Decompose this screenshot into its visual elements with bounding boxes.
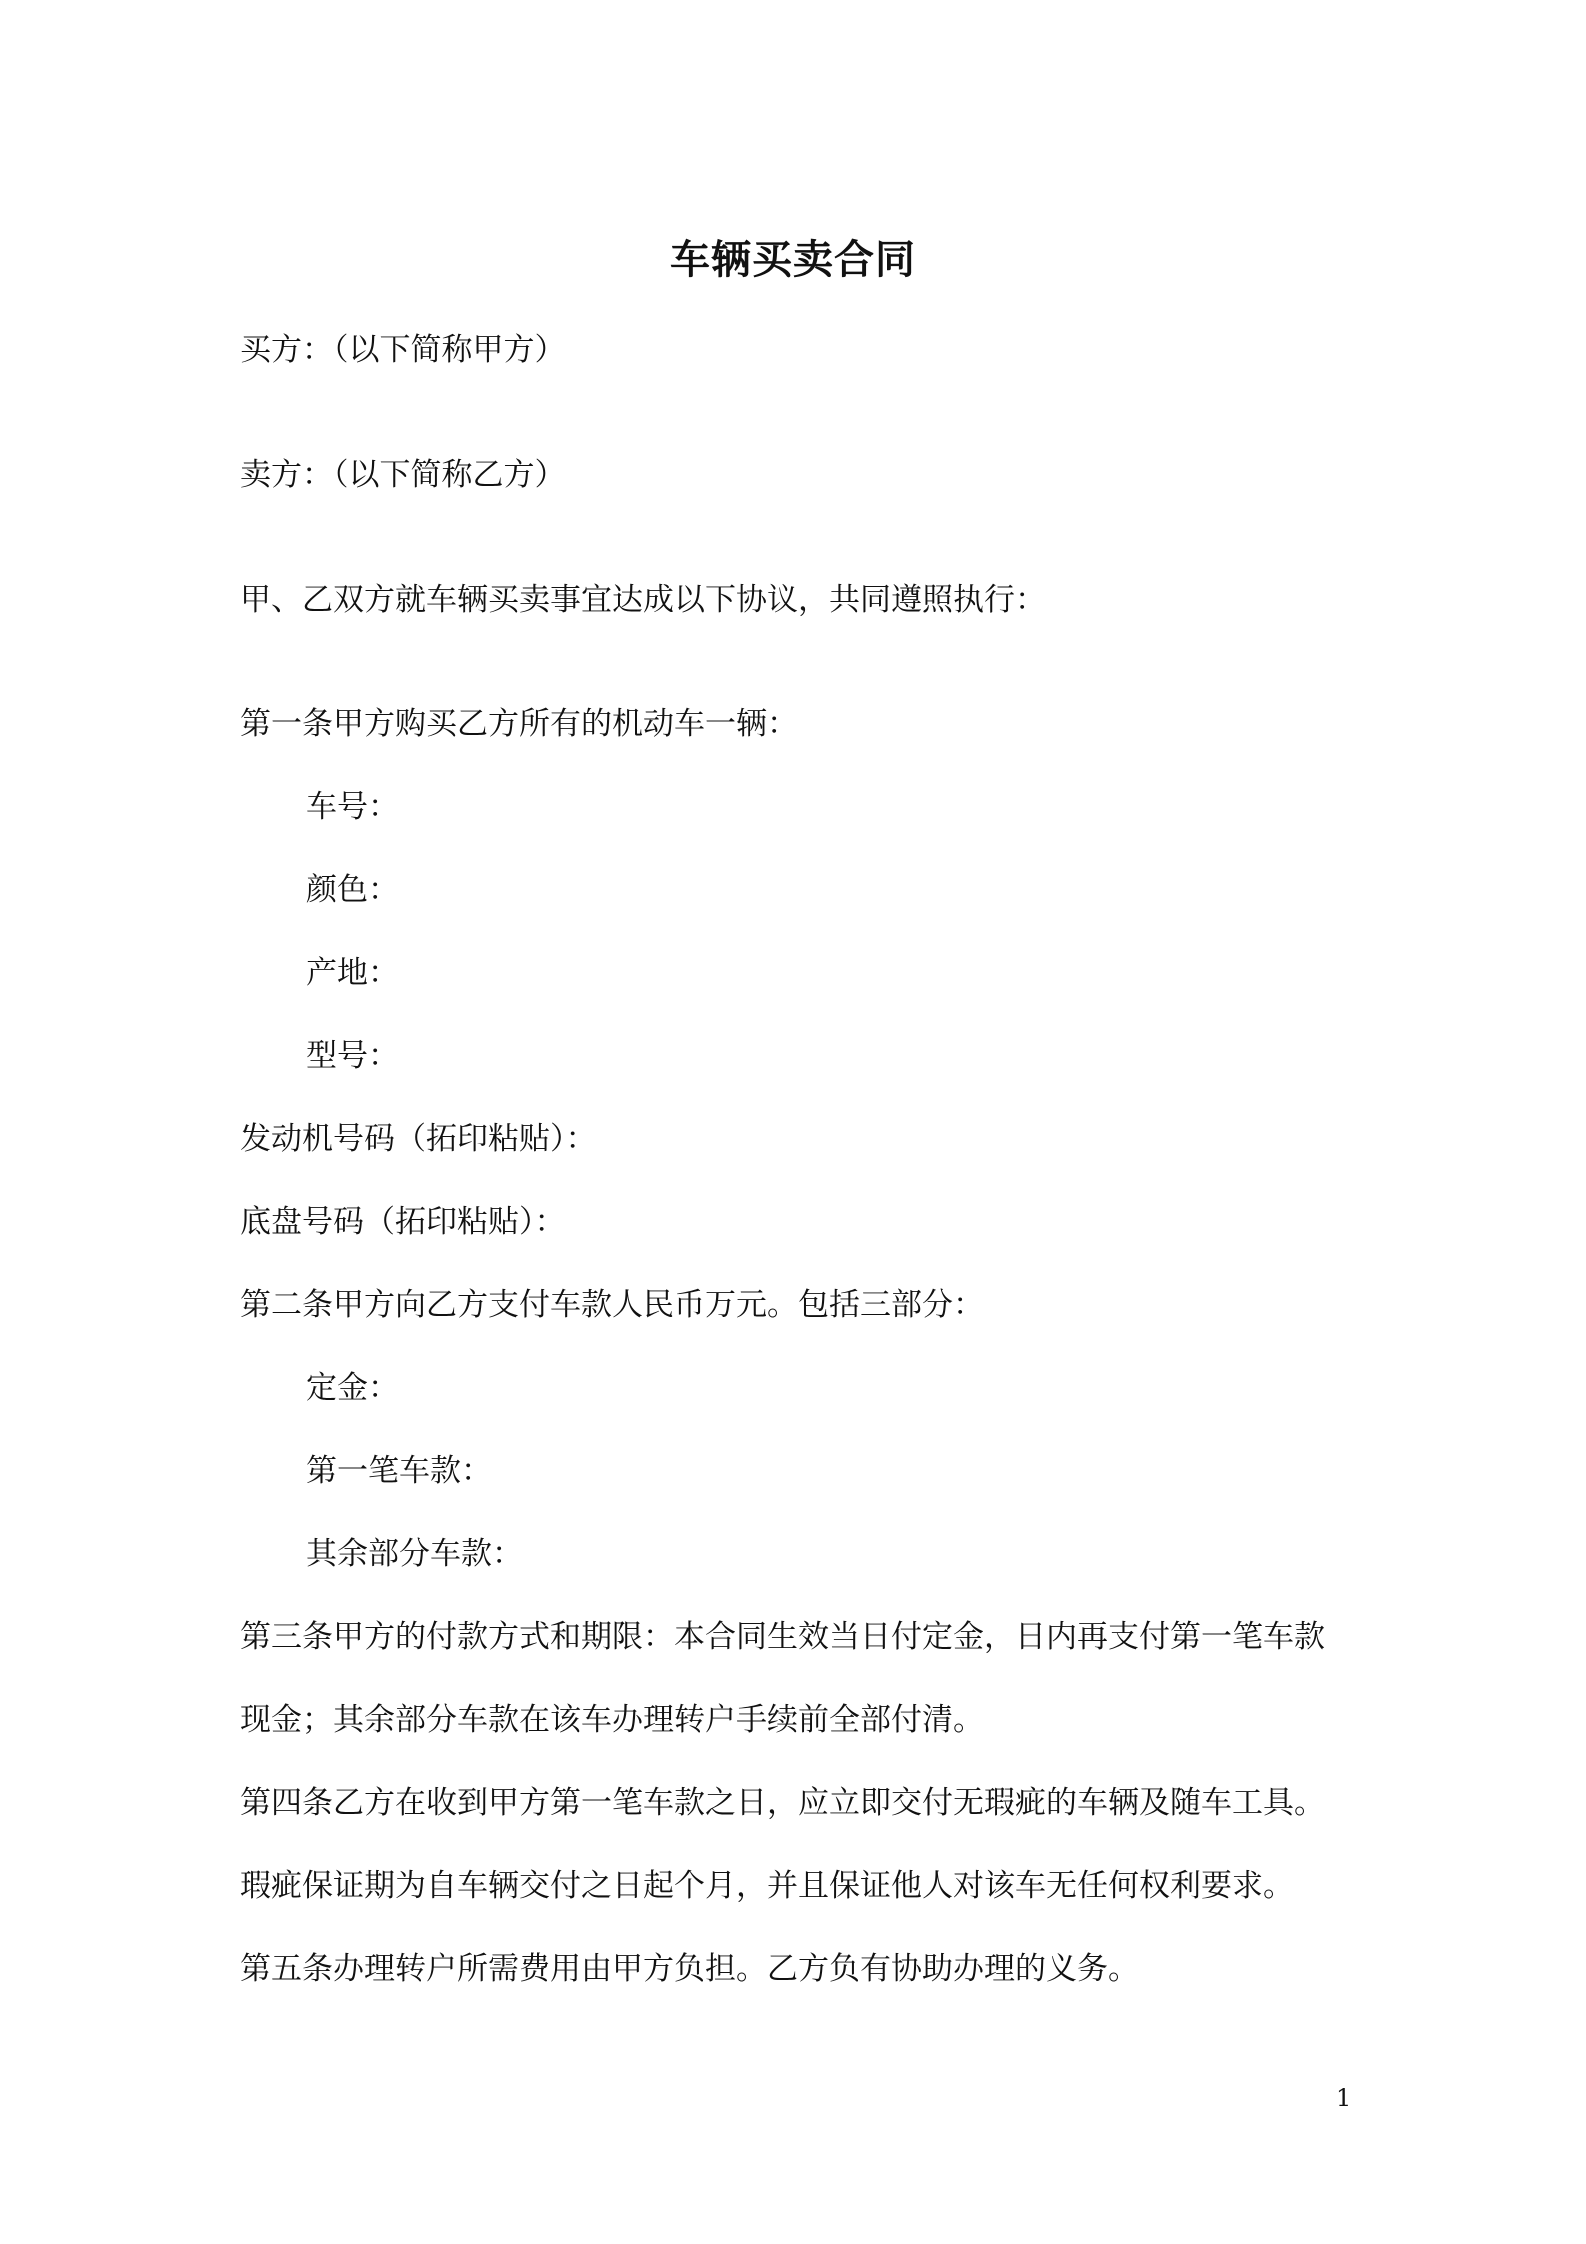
article-2: 第二条甲方向乙方支付车款人民币万元。包括三部分：: [240, 1287, 984, 1323]
first-payment-field: 第一笔车款：: [306, 1453, 492, 1489]
buyer-line: 买方：（以下简称甲方）: [240, 332, 566, 368]
engine-number-field: 发动机号码（拓印粘贴）：: [240, 1121, 597, 1157]
model-field: 型号：: [306, 1038, 399, 1074]
agreement-intro: 甲、乙双方就车辆买卖事宜达成以下协议，共同遵照执行：: [240, 582, 1046, 618]
origin-field: 产地：: [306, 955, 399, 991]
article-5: 第五条办理转户所需费用由甲方负担。乙方负有协助办理的义务。: [240, 1951, 1139, 1987]
seller-line: 卖方：（以下简称乙方）: [240, 457, 566, 493]
document-title: 车辆买卖合同: [670, 237, 916, 283]
plate-number-field: 车号：: [306, 789, 399, 825]
article-4-line-1: 第四条乙方在收到甲方第一笔车款之日，应立即交付无瑕疵的车辆及随车工具。: [240, 1785, 1325, 1821]
remaining-payment-field: 其余部分车款：: [306, 1536, 523, 1572]
color-field: 颜色：: [306, 872, 399, 908]
article-1: 第一条甲方购买乙方所有的机动车一辆：: [240, 706, 798, 742]
deposit-field: 定金：: [306, 1370, 399, 1406]
article-3-line-2: 现金；其余部分车款在该车办理转户手续前全部付清。: [240, 1702, 984, 1738]
page-number: 1: [1336, 2084, 1352, 2112]
article-4-line-2: 瑕疵保证期为自车辆交付之日起个月，并且保证他人对该车无任何权利要求。: [240, 1868, 1294, 1904]
article-3-line-1: 第三条甲方的付款方式和期限：本合同生效当日付定金，日内再支付第一笔车款: [240, 1619, 1325, 1655]
chassis-number-field: 底盘号码（拓印粘贴）：: [240, 1204, 566, 1240]
